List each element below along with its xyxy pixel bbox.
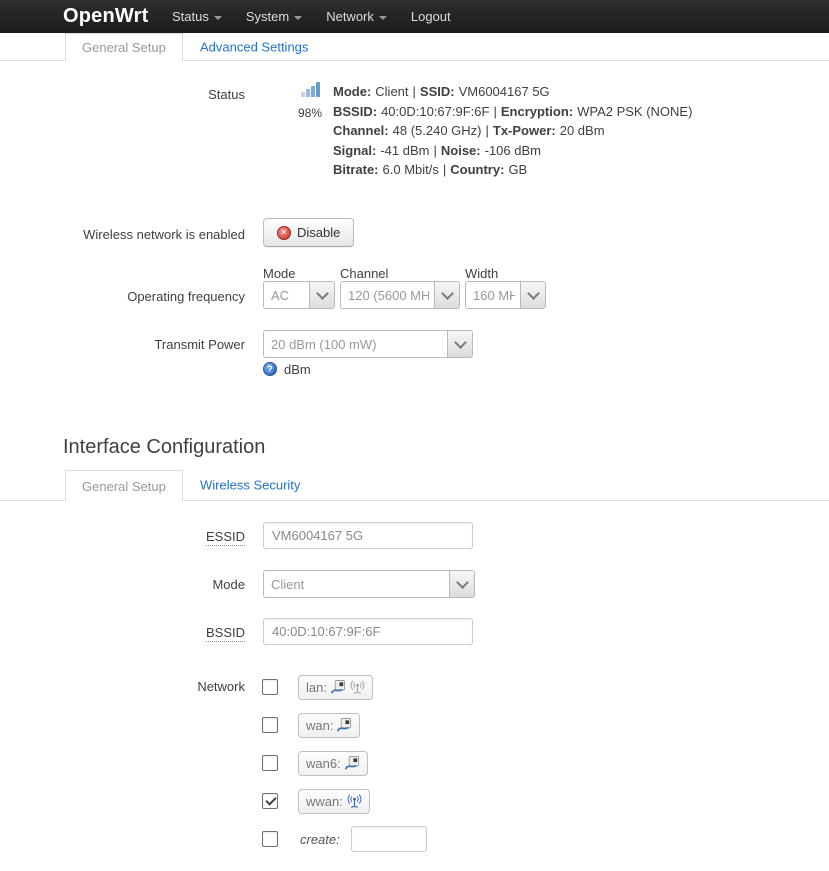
- signal-percent: 98%: [297, 106, 323, 120]
- opfreq-width-column-label: Width: [465, 266, 499, 281]
- signal-strength-icon: [301, 82, 320, 97]
- nav-menu: [160, 0, 463, 33]
- status-line-mode-ssid: Mode: Client | SSID: VM6004167 5G: [333, 84, 550, 99]
- transmit-power-unit: dBm: [284, 362, 311, 377]
- network-checkbox-lan[interactable]: [262, 679, 278, 695]
- status-label: Status: [208, 87, 245, 102]
- disable-button[interactable]: [263, 218, 354, 247]
- tab-general-setup[interactable]: General Setup: [65, 33, 183, 61]
- wifi-icon: [347, 794, 362, 809]
- opfreq-mode-column-label: Mode: [263, 266, 296, 281]
- disable-button-label: Disable: [297, 225, 341, 240]
- ethernet-icon: [337, 718, 352, 733]
- network-checkbox-wwan[interactable]: [262, 793, 278, 809]
- tab-iface-general-setup[interactable]: General Setup: [65, 470, 183, 501]
- bssid-input[interactable]: [263, 618, 473, 645]
- opfreq-channel-column-label: Channel: [340, 266, 389, 281]
- ethernet-icon: [345, 756, 360, 771]
- wireless-enabled-label: Wireless network is enabled: [83, 227, 245, 242]
- status-line-channel-txpower: Channel: 48 (5.240 GHz) | Tx-Power: 20 dBm: [333, 123, 605, 138]
- nav-item-logout[interactable]: [399, 0, 463, 33]
- interface-tabbar: [0, 470, 829, 501]
- transmit-power-label: Transmit Power: [154, 337, 245, 352]
- network-badge-wwan: wwan:: [298, 789, 370, 814]
- nav-item-system-label: System: [245, 9, 290, 24]
- status-line-bitrate-country: Bitrate: 6.0 Mbit/s | Country: GB: [333, 162, 528, 177]
- chevron-down-icon: [294, 16, 302, 20]
- network-checkbox-wan6[interactable]: [262, 755, 278, 771]
- help-icon: [263, 362, 277, 376]
- signal-strength-block: [292, 82, 328, 120]
- chevron-down-icon: [214, 16, 222, 20]
- nav-item-status[interactable]: [160, 0, 234, 33]
- interface-configuration-heading: Interface Configuration: [63, 436, 266, 458]
- wifi-status-text: [333, 82, 692, 180]
- tab-advanced-settings[interactable]: Advanced Settings: [200, 39, 309, 54]
- top-navbar: [0, 0, 829, 33]
- network-badge-lan: lan:: [298, 675, 373, 700]
- network-checkbox-create[interactable]: [262, 831, 278, 847]
- device-tabbar: [0, 33, 829, 61]
- essid-label: ESSID: [205, 529, 245, 544]
- opfreq-channel-select[interactable]: [341, 282, 459, 308]
- network-label: Network: [197, 679, 245, 694]
- status-line-bssid-encryption: BSSID: 40:0D:10:67:9F:6F | Encryption: WPA2 PSK (NONE): [333, 103, 693, 119]
- nav-item-status-label: Status: [172, 9, 209, 24]
- network-badge-wan6: wan6:: [298, 751, 368, 776]
- wifi-icon-gray: [350, 680, 365, 695]
- ethernet-icon: [331, 680, 346, 695]
- mode-select[interactable]: [264, 571, 474, 597]
- bssid-label: BSSID: [205, 625, 245, 640]
- status-line-signal-noise: Signal: -41 dBm | Noise: -106 dBm: [333, 142, 541, 158]
- nav-item-system[interactable]: [234, 0, 314, 33]
- essid-input[interactable]: [263, 522, 473, 549]
- opfreq-width-select[interactable]: [466, 282, 545, 308]
- network-create-input[interactable]: [351, 826, 427, 852]
- opfreq-mode-select[interactable]: [264, 282, 334, 308]
- nav-item-logout-label: Logout: [410, 9, 451, 24]
- network-checkbox-wan[interactable]: [262, 717, 278, 733]
- network-badge-wan: wan:: [298, 713, 360, 738]
- cancel-icon: [277, 226, 291, 240]
- chevron-down-icon: [379, 16, 387, 20]
- openwrt-brand[interactable]: OpenWrt: [63, 5, 149, 27]
- network-create-label: create:: [300, 832, 340, 847]
- nav-item-network[interactable]: [314, 0, 399, 33]
- transmit-power-select[interactable]: [264, 331, 472, 357]
- mode-label: Mode: [212, 577, 245, 592]
- tab-wireless-security[interactable]: Wireless Security: [200, 477, 301, 493]
- nav-item-network-label: Network: [326, 9, 374, 24]
- operating-frequency-label: Operating frequency: [127, 289, 245, 304]
